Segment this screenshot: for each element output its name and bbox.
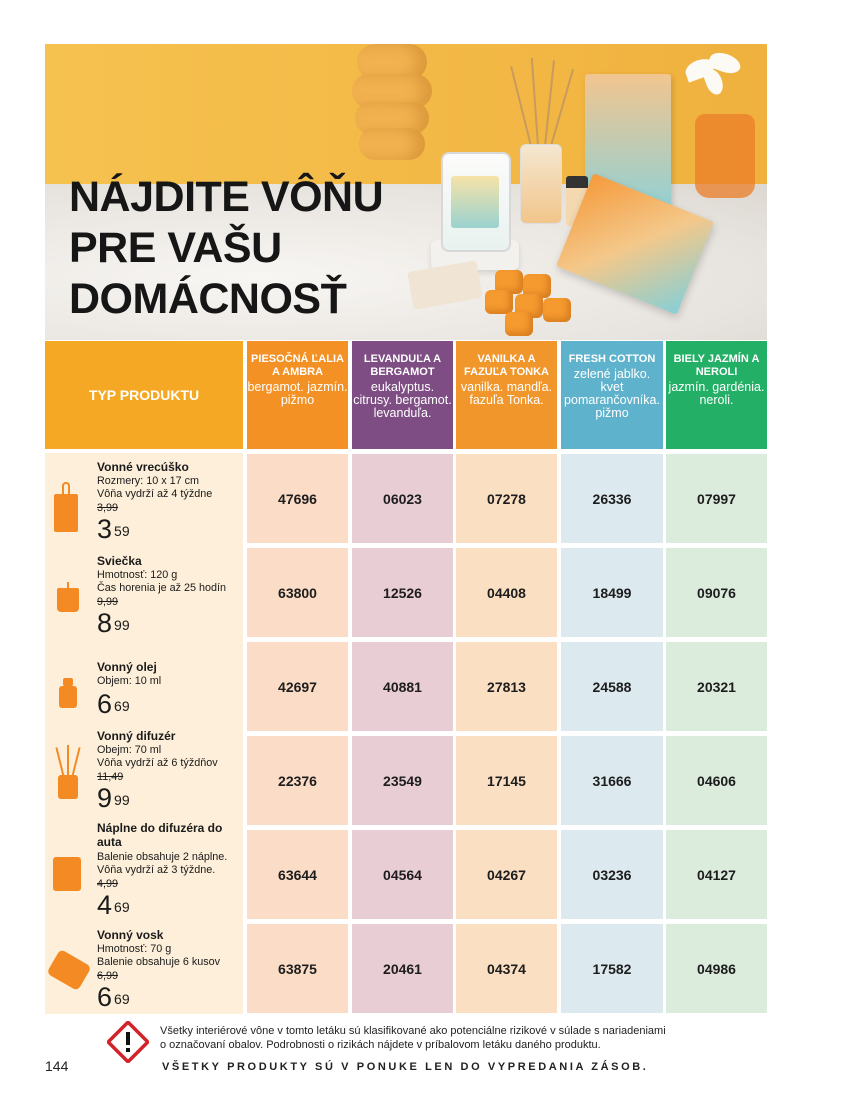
product-desc: Vôňa vydrží až 3 týždne.	[97, 864, 216, 876]
product-code: 27813	[456, 642, 557, 731]
product-row	[45, 727, 243, 813]
page-title: NÁJDITE VÔŇU PRE VAŠU DOMÁCNOSŤ	[69, 173, 384, 323]
candle-illustration	[441, 152, 511, 252]
product-code: 04374	[456, 924, 557, 1013]
price: 4 $^{69}$	[97, 890, 130, 920]
product-desc: Vôňa vydrží až 6 týždňov	[97, 757, 218, 769]
product-code: 04408	[456, 548, 557, 637]
product-code: 04127	[666, 830, 767, 919]
wax-melt-illustration	[465, 270, 575, 336]
product-code: 47696	[247, 454, 348, 543]
product-type-header: TYP PRODUKTU	[45, 341, 243, 449]
product-row	[45, 458, 243, 544]
product-code: 42697	[247, 642, 348, 731]
product-code: 03236	[561, 830, 663, 919]
product-row	[45, 821, 243, 921]
product-name: Vonné vrecúško	[97, 460, 189, 474]
product-code: 17582	[561, 924, 663, 1013]
oil-bottle-icon	[59, 686, 77, 708]
old-price: 4,99	[97, 878, 119, 890]
fragrance-header-lavender: LEVANDUĽA A BERGAMOT eukalyptus. citrusy. bergamot. levanduľa.	[352, 341, 453, 449]
product-desc: Hmotnosť: 120 g	[97, 569, 178, 581]
product-code: 17145	[456, 736, 557, 825]
old-price: 11,49	[97, 771, 124, 783]
product-code: 20321	[666, 642, 767, 731]
product-code: 24588	[561, 642, 663, 731]
product-code: 07997	[666, 454, 767, 543]
product-code: 09076	[666, 548, 767, 637]
product-code: 63644	[247, 830, 348, 919]
product-desc: Obejm: 70 ml	[97, 744, 162, 756]
product-code: 63875	[247, 924, 348, 1013]
product-code: 31666	[561, 736, 663, 825]
old-price: 6,99	[97, 970, 119, 982]
car-refill-icon	[53, 857, 81, 891]
product-name: Vonný vosk	[97, 928, 164, 942]
product-name: Sviečka	[97, 554, 142, 568]
old-price: 3,99	[97, 502, 119, 514]
old-price: 9,99	[97, 596, 119, 608]
hazard-warning-icon	[107, 1021, 149, 1063]
product-row	[45, 926, 243, 1014]
fragrance-header-sand-lily: PIESOČNÁ ĽALIA A AMBRA bergamot. jazmín. pižmo	[247, 341, 348, 449]
price: 6 $^{69}$	[97, 982, 130, 1012]
product-name: Vonný olej	[97, 660, 157, 674]
product-code: 06023	[352, 454, 453, 543]
product-code: 04267	[456, 830, 557, 919]
vase-illustration	[350, 44, 434, 169]
product-code: 07278	[456, 454, 557, 543]
price: 6 $^{69}$	[97, 689, 130, 719]
product-row	[45, 658, 243, 728]
lily-flower-illustration	[665, 50, 755, 110]
product-desc: Balenie obsahuje 6 kusov	[97, 956, 221, 968]
product-desc: Balenie obsahuje 2 náplne.	[97, 851, 228, 863]
glass-vase-illustration	[695, 114, 755, 198]
product-code: 18499	[561, 548, 663, 637]
product-code: 04564	[352, 830, 453, 919]
price: 8 $^{99}$	[97, 608, 130, 638]
page-number: 144	[45, 1058, 69, 1074]
product-code: 26336	[561, 454, 663, 543]
product-code: 23549	[352, 736, 453, 825]
price: 3 $^{59}$	[97, 514, 130, 544]
product-code: 04606	[666, 736, 767, 825]
fragrance-header-white-jasmine: BIELY JAZMÍN A NEROLI jazmín. gardénia. neroli.	[666, 341, 767, 449]
product-code: 63800	[247, 548, 348, 637]
product-code: 20461	[352, 924, 453, 1013]
product-name: Vonný difuzér	[97, 729, 176, 743]
diffuser-icon	[58, 775, 78, 799]
fragrance-header-vanilla: VANILKA A FAZUĽA TONKA vanilka. mandľa. fazuľa Tonka.	[456, 341, 557, 449]
product-name: Náplne do difuzéra do auta	[97, 821, 223, 849]
diffuser-illustration	[520, 144, 562, 224]
sachet-icon	[54, 494, 78, 532]
hero-photo	[45, 44, 767, 340]
product-desc: Objem: 10 ml	[97, 675, 162, 687]
fragrance-header-fresh-cotton: FRESH COTTON zelené jablko. kvet pomarančovníka. pižmo	[561, 341, 663, 449]
product-desc: Rozmery: 10 x 17 cm	[97, 475, 200, 487]
product-desc: Čas horenia je až 25 hodín	[97, 582, 227, 594]
price: 9 $^{99}$	[97, 783, 130, 813]
product-row	[45, 552, 243, 638]
product-code: 40881	[352, 642, 453, 731]
candle-icon	[57, 588, 79, 612]
hazard-notice: Všetky interiérové vône v tomto letáku sú klasifikované ako potenciálne rizikové v súlade s nariadeniami o označovaní obalov. Podrobnosti o rizikách nájdete v príbalovom letáku daného produktu.	[160, 1025, 666, 1051]
product-desc: Hmotnosť: 70 g	[97, 943, 172, 955]
product-desc: Vôňa vydrží až 4 týždne	[97, 488, 213, 500]
product-code: 12526	[352, 548, 453, 637]
product-code: 04986	[666, 924, 767, 1013]
wax-melt-icon	[46, 949, 91, 991]
product-code: 22376	[247, 736, 348, 825]
footer-note: VŠETKY PRODUKTY SÚ V PONUKE LEN DO VYPREDANIA ZÁSOB.	[162, 1061, 649, 1073]
